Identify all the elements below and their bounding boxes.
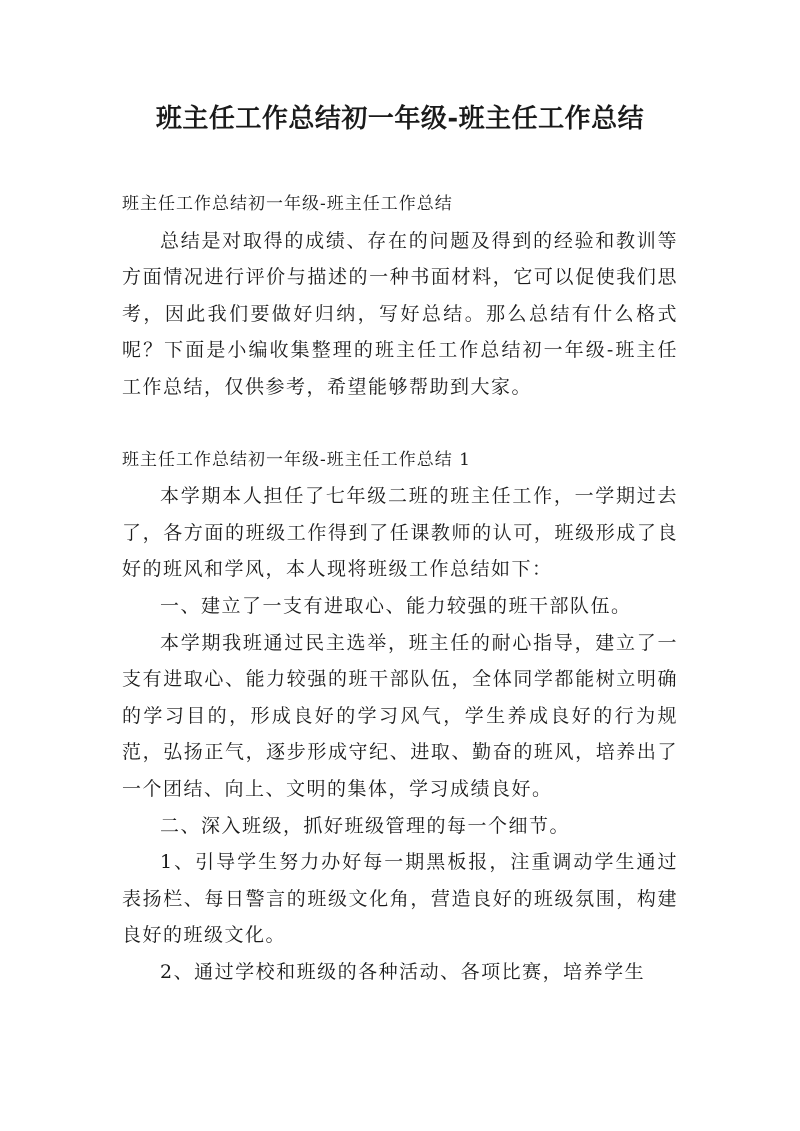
point-heading-1: 一、建立了一支有进取心、能力较强的班干部队伍。: [160, 594, 632, 617]
document-body: [122, 186, 678, 990]
paragraph-spacer: [122, 406, 678, 442]
section-heading: 班主任工作总结初一年级-班主任工作总结 1: [122, 449, 471, 470]
point-heading-2: 二、深入班级，抓好班级管理的每一个细节。: [160, 814, 571, 837]
body-paragraph-1: 本学期本人担任了七年级二班的班主任工作，一学期过去了，各方面的班级工作得到了任课教师的认可，班级形成了良好的班风和学风，本人现将班级工作总结如下：: [122, 485, 678, 581]
list-item-1: 1、引导学生努力办好每一期黑板报，注重调动学生通过表扬栏、每日警言的班级文化角，营造良好的班级氛围，构建良好的班级文化。: [122, 851, 678, 947]
document-title: 班主任工作总结初一年级-班主任工作总结: [155, 104, 645, 134]
body-paragraph-2: 本学期我班通过民主选举，班主任的耐心指导，建立了一支有进取心、能力较强的班干部队伍，全体同学都能树立明确的学习目的，形成良好的学习风气，学生养成良好的行为规范，弘扬正气，逐步形成守纪、进取、勤奋的班风，培养出了一个团结、向上、文明的集体，学习成绩良好。: [122, 631, 678, 800]
document-subtitle: 班主任工作总结初一年级-班主任工作总结: [122, 194, 453, 214]
intro-paragraph: 总结是对取得的成绩、存在的问题及得到的经验和教训等方面情况进行评价与描述的一种书面材料，它可以促使我们思考，因此我们要做好归纳，写好总结。那么总结有什么格式呢？下面是小编收集整理的班主任工作总结初一年级-班主任工作总结，仅供参考，希望能够帮助到大家。: [122, 229, 678, 398]
list-item-2: 2、通过学校和班级的各种活动、各项比赛，培养学生: [160, 960, 646, 983]
